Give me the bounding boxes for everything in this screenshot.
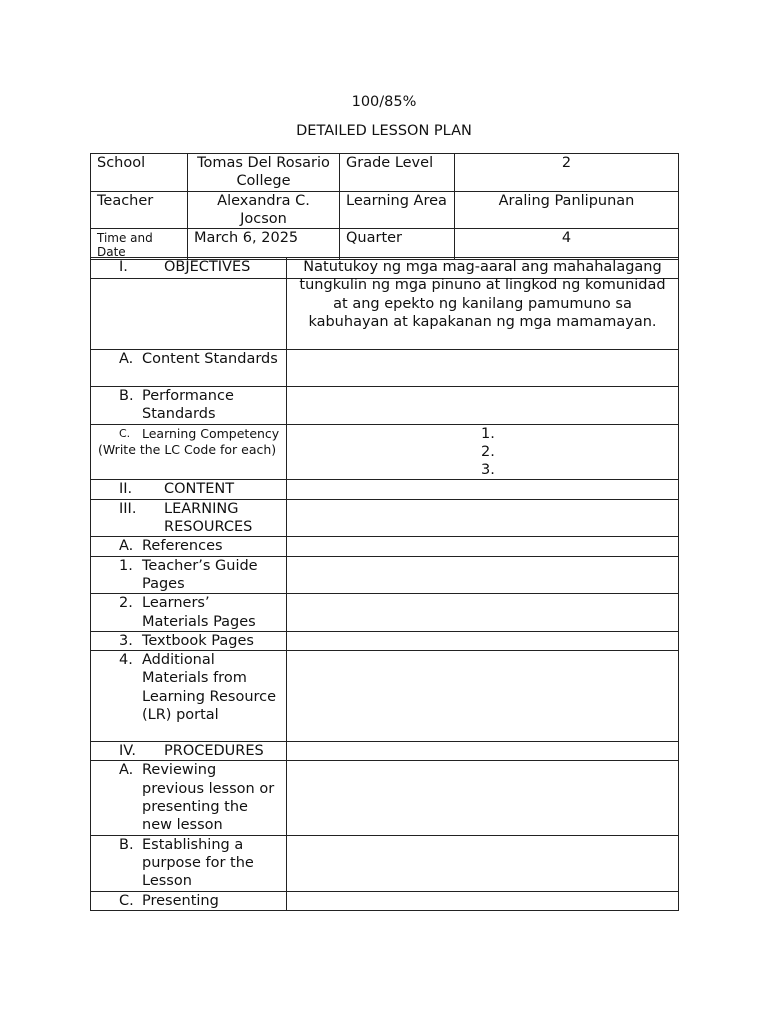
info-row-time [91,229,679,260]
learning-competency-note: (Write the LC Code for each) [98,441,277,457]
objectives-text: Natutukoy ng mga mag-aaral ang mahahalagang tungkulin ng mga pinuno at lingkod ng komunidad at ang epekto ng kanilang pamumuno sa kabuhayan at kapakanan ng mga mamamayan. [287,258,679,350]
teachers-guide-value [287,556,679,594]
content-num: II. [119,481,133,498]
row-learners-materials [91,594,679,632]
row-references [91,537,679,556]
competency-item: 3. [481,462,495,479]
row-additional-materials [91,651,679,742]
grade-level-label: Grade Level [340,154,455,192]
learners-materials-value [287,594,679,632]
grade-level-value: 2 [455,154,679,192]
textbook-value [287,631,679,650]
learning-resources-value [287,499,679,537]
teacher-label: Teacher [91,191,188,229]
row-learning-resources [91,499,679,537]
performance-standards-num: B. [119,388,134,404]
grade-score: 100/85% [351,94,417,110]
info-row-teacher [91,191,679,229]
additional-materials-label: Additional Materials from Learning Resource (LR) portal [142,652,277,724]
reviewing-label: Reviewing previous lesson or presenting the new lesson [142,762,275,834]
competency-list [293,425,672,480]
presenting-label: Presenting [142,892,219,909]
row-presenting [91,891,679,910]
content-value [287,480,679,499]
presenting-num: C. [119,892,134,909]
time-date-label: Time and Date [91,229,188,260]
learners-materials-label: Learners’ Materials Pages [142,595,256,630]
row-content [91,480,679,499]
additional-materials-value [287,651,679,742]
row-objectives [91,258,679,350]
row-establishing [91,835,679,891]
references-num: A. [119,538,134,555]
references-value [287,537,679,556]
teacher-value: Alexandra C. Jocson [188,191,340,229]
objectives-num: I. [119,259,128,275]
lesson-plan-table [90,257,679,911]
objectives-label: OBJECTIVES [164,259,251,275]
teachers-guide-num: 1. [119,557,133,574]
row-teachers-guide [91,556,679,594]
row-performance-standards [91,387,679,425]
competency-item: 1. [481,425,495,442]
learning-competency-num: C. [119,426,131,440]
row-learning-competency [91,424,679,480]
textbook-num: 3. [119,632,133,649]
content-standards-label: Content Standards [142,351,278,367]
content-label: CONTENT [164,481,235,498]
row-textbook [91,631,679,650]
procedures-value [287,742,679,761]
info-row-school [91,154,679,192]
references-label: References [142,538,223,555]
learning-competency-label: Learning Competency [142,425,280,441]
establishing-num: B. [119,836,134,853]
learning-resources-label: LEARNING RESOURCES [164,500,253,536]
reviewing-num: A. [119,762,134,779]
establishing-label: Establishing a purpose for the Lesson [142,836,254,890]
procedures-label: PROCEDURES [164,743,264,760]
school-label: School [91,154,188,192]
textbook-label: Textbook Pages [142,632,254,649]
performance-standards-value [287,387,679,425]
time-date-value: March 6, 2025 [188,229,340,260]
document-title: DETAILED LESSON PLAN [296,123,472,139]
presenting-value [287,891,679,910]
row-reviewing [91,761,679,835]
reviewing-value [287,761,679,835]
learners-materials-num: 2. [119,595,133,612]
content-standards-value [287,350,679,387]
procedures-num: IV. [119,743,136,760]
learning-area-value: Araling Panlipunan [455,191,679,229]
row-content-standards [91,350,679,387]
competency-item: 2. [481,443,495,460]
content-standards-num: A. [119,351,134,367]
school-value: Tomas Del Rosario College [188,154,340,192]
teachers-guide-label: Teacher’s Guide Pages [142,557,258,592]
learning-area-label: Learning Area [340,191,455,229]
quarter-value: 4 [455,229,679,260]
quarter-label: Quarter [340,229,455,260]
row-procedures [91,742,679,761]
additional-materials-num: 4. [119,652,133,669]
performance-standards-label: Performance Standards [142,388,234,423]
establishing-value [287,835,679,891]
learning-resources-num: III. [119,500,137,517]
